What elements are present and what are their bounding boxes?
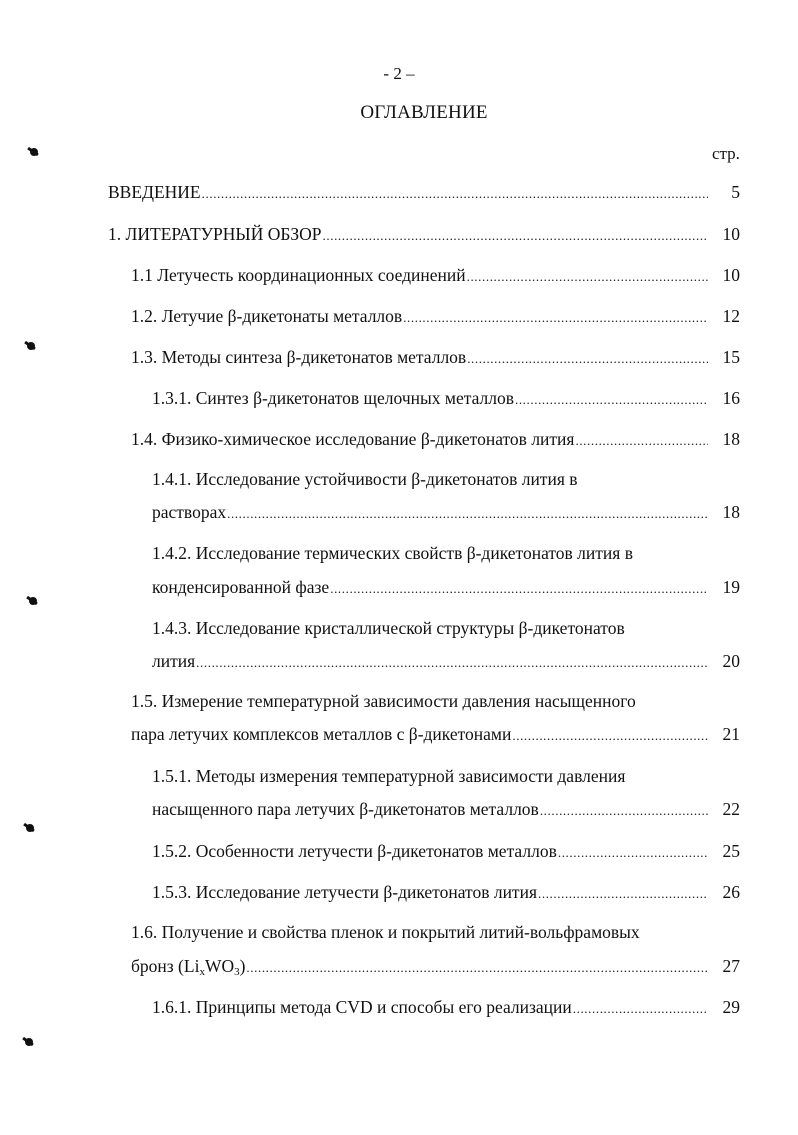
toc-leader-dots [467, 265, 708, 287]
margin-mark [26, 824, 34, 832]
toc-entry-text: 1.3. Методы синтеза β-дикетонатов металлов [131, 347, 467, 367]
toc-leader-dots [512, 724, 708, 746]
toc-entry-1-5-1-line1: 1.5.1. Методы измерения температурной зависимости давления [152, 766, 626, 786]
toc-leader-dots [467, 347, 708, 369]
toc-entry-1-5[interactable] [131, 724, 740, 746]
toc-leader-dots [202, 182, 708, 204]
toc-page-number: 16 [722, 388, 740, 408]
toc-entry-text: лития [152, 651, 196, 671]
page-column-label: стр. [712, 144, 740, 163]
margin-mark [29, 597, 37, 605]
toc-text-subscript: x [199, 966, 205, 978]
margin-mark [30, 148, 38, 156]
toc-page-number: 21 [722, 724, 740, 744]
toc-entry-1-4-2[interactable] [152, 577, 740, 599]
toc-entry-1-6-1[interactable] [152, 997, 740, 1019]
toc-page-number: 18 [722, 429, 740, 449]
page-title: ОГЛАВЛЕНИЕ [360, 102, 488, 123]
toc-entry-1-4-1-line1: 1.4.1. Исследование устойчивости β-дикетонатов лития в [152, 469, 578, 489]
toc-page-number: 29 [722, 997, 740, 1017]
toc-entry-1-1[interactable] [131, 265, 740, 287]
toc-leader-dots [573, 997, 708, 1019]
toc-page-number: 26 [722, 882, 740, 902]
toc-entry-text: 1.5.2. Особенности летучести β-дикетонатов металлов [152, 841, 557, 861]
toc-leader-dots [246, 956, 708, 978]
toc-page-number: 10 [722, 265, 740, 285]
toc-leader-dots [515, 388, 708, 410]
toc-entry-text: растворах [152, 502, 227, 522]
toc-entry-text: 1.3.1. Синтез β-дикетонатов щелочных металлов [152, 388, 514, 408]
toc-entry-text: 1.6.1. Принципы метода CVD и способы его реализации [152, 997, 572, 1017]
toc-entry-1-6[interactable] [131, 956, 740, 982]
toc-leader-dots [558, 841, 708, 863]
toc-entry-text [131, 956, 245, 982]
toc-leader-dots [323, 224, 708, 246]
toc-leader-dots [538, 882, 708, 904]
toc-entry-1-3-1[interactable] [152, 388, 740, 410]
toc-entry-literature-review[interactable] [108, 224, 740, 246]
toc-page-number: 10 [722, 224, 740, 244]
toc-text-part: WO [204, 956, 235, 976]
toc-entry-introduction[interactable] [108, 182, 740, 204]
toc-page-number: 27 [722, 956, 740, 976]
toc-entry-text: 1.1 Летучесть координационных соединений [131, 265, 466, 285]
toc-entry-1-4[interactable] [131, 429, 740, 451]
toc-page-number: 25 [722, 841, 740, 861]
margin-mark [27, 342, 35, 350]
toc-leader-dots [227, 502, 708, 524]
toc-entry-1-6-line1: 1.6. Получение и свойства пленок и покрытий литий-вольфрамовых [131, 922, 640, 942]
toc-entry-text: конденсированной фазе [152, 577, 330, 597]
toc-page-number: 19 [722, 577, 740, 597]
toc-entry-1-5-1[interactable] [152, 799, 740, 821]
toc-entry-1-4-1[interactable] [152, 502, 740, 524]
toc-entry-1-5-line1: 1.5. Измерение температурной зависимости давления насыщенного [131, 691, 636, 711]
toc-page-number: 12 [722, 306, 740, 326]
toc-entry-1-4-2-line1: 1.4.2. Исследование термических свойств β-дикетонатов лития в [152, 543, 633, 563]
toc-page-number: 20 [722, 651, 740, 671]
toc-leader-dots [403, 306, 708, 328]
toc-entry-text: 1.2. Летучие β-дикетонаты металлов [131, 306, 403, 326]
toc-entry-1-5-2[interactable] [152, 841, 740, 863]
toc-entry-1-5-3[interactable] [152, 882, 740, 904]
toc-text-part: ) [239, 956, 246, 976]
toc-entry-text: ВВЕДЕНИЕ [108, 182, 201, 202]
toc-text-subscript: 3 [234, 966, 240, 978]
toc-entry-text: 1.5.3. Исследование летучести β-дикетонатов лития [152, 882, 537, 902]
toc-leader-dots [540, 799, 708, 821]
toc-entry-text: насыщенного пара летучих β-дикетонатов металлов [152, 799, 539, 819]
toc-entry-1-4-3-line1: 1.4.3. Исследование кристаллической структуры β-дикетонатов [152, 618, 625, 638]
toc-page-number: 18 [722, 502, 740, 522]
toc-entry-text: 1.4. Физико-химическое исследование β-дикетонатов лития [131, 429, 575, 449]
toc-entry-text: 1. ЛИТЕРАТУРНЫЙ ОБЗОР [108, 224, 322, 244]
toc-entry-text: пара летучих комплексов металлов с β-дикетонами [131, 724, 512, 744]
toc-leader-dots [196, 651, 708, 673]
toc-page-number: 22 [722, 799, 740, 819]
toc-text-part: бронз (Li [131, 956, 200, 976]
toc-leader-dots [330, 577, 708, 599]
toc-leader-dots [575, 429, 708, 451]
toc-entry-1-3[interactable] [131, 347, 740, 369]
margin-mark [25, 1038, 33, 1046]
toc-page-number: 15 [722, 347, 740, 367]
page-number: - 2 – [383, 64, 415, 83]
toc-entry-1-4-3[interactable] [152, 651, 740, 673]
toc-page-number: 5 [731, 182, 740, 202]
toc-entry-1-2[interactable] [131, 306, 740, 328]
